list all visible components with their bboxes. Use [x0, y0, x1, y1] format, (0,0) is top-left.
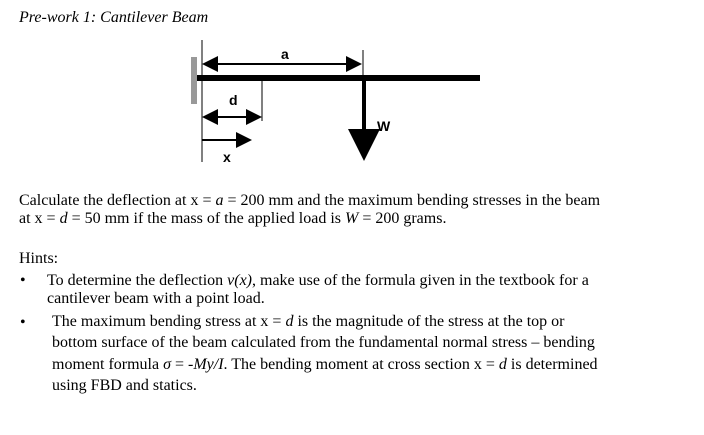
text: = 50 mm if the mass of the applied load is	[67, 210, 345, 227]
label-x: x	[223, 149, 231, 165]
text: The maximum bending stress at	[52, 313, 261, 330]
text: x	[190, 192, 199, 209]
cantilever-beam-diagram	[0, 0, 704, 180]
text: d	[498, 356, 507, 373]
text: d	[59, 210, 68, 227]
hint-1-line-1	[47, 272, 589, 290]
text: =	[170, 356, 189, 373]
text: is the magnitude of the stress at the top or	[293, 313, 565, 330]
text: . The bending moment at cross section	[223, 356, 474, 373]
text: σ	[163, 356, 171, 373]
hint-1-line-2: cantilever beam with a point load.	[47, 290, 265, 307]
text: =	[198, 192, 216, 209]
text: is determined	[506, 356, 598, 373]
text: x	[260, 313, 269, 330]
text: d	[285, 313, 294, 330]
label-a: a	[281, 46, 289, 62]
hints-heading: Hints:	[19, 250, 59, 267]
fixed-wall	[191, 57, 197, 104]
page-title: Pre-work 1: Cantilever Beam	[19, 9, 209, 26]
text: =	[42, 210, 60, 227]
problem-line-2	[19, 210, 446, 228]
problem-line-1	[19, 192, 600, 210]
hint-2-line-4: using FBD and statics.	[52, 377, 197, 394]
hint-2-line-3	[52, 356, 598, 374]
text: Calculate the deflection at	[19, 192, 191, 209]
bullet-icon: •	[20, 272, 26, 289]
text: = 200 mm and the maximum bending stresses in the beam	[223, 192, 601, 209]
text: x	[473, 356, 482, 373]
bullet-icon: •	[20, 314, 26, 331]
hint-2-line-2: bottom surface of the beam calculated from the fundamental normal stress – bending	[52, 334, 595, 351]
text: at	[19, 210, 35, 227]
label-w: W	[377, 118, 391, 134]
text: To determine the deflection	[47, 272, 228, 289]
text: =	[268, 313, 286, 330]
text: moment formula	[52, 356, 164, 373]
label-d: d	[229, 92, 238, 108]
text: , make use of the formula given in the textbook for a	[252, 272, 589, 289]
text: x	[34, 210, 43, 227]
text: W	[345, 210, 359, 227]
text: a	[215, 192, 224, 209]
hint-2-line-1	[52, 313, 565, 331]
text: -My/I	[188, 356, 224, 373]
text: =	[481, 356, 499, 373]
text: v(x)	[227, 272, 252, 289]
text: = 200 grams.	[358, 210, 447, 227]
